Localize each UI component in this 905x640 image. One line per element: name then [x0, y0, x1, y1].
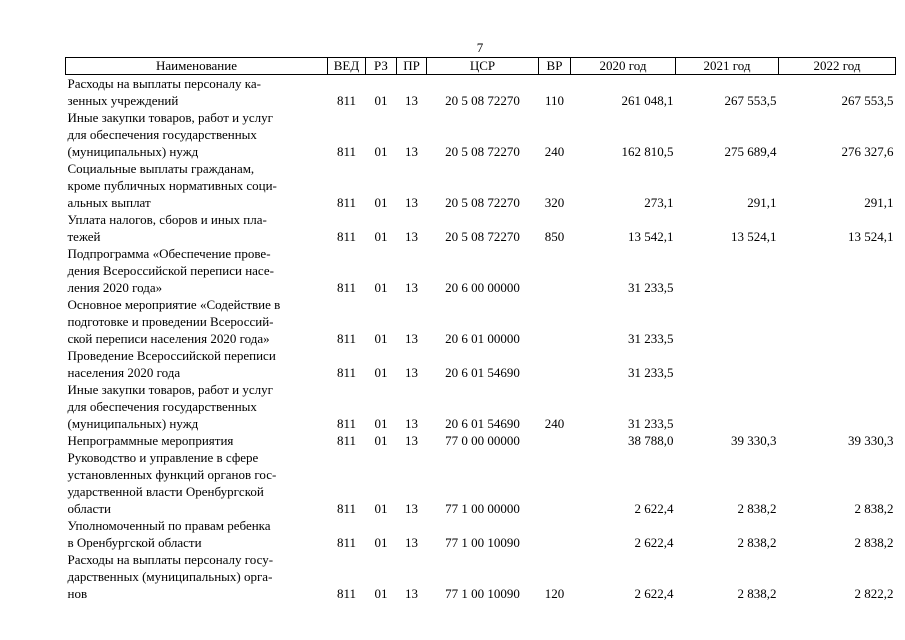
- name-line: кроме публичных нормативных соци-: [67, 178, 277, 193]
- table-body: [66, 75, 896, 603]
- cell-rz: 01: [374, 365, 388, 380]
- cell-pr: 13: [405, 433, 418, 448]
- cell-csr: 20 5 08 72270: [445, 195, 520, 210]
- cell-rz: 01: [374, 433, 388, 448]
- cell-2021: [676, 245, 779, 296]
- table-row: [66, 109, 896, 160]
- cell-ved: 811: [336, 433, 357, 448]
- name-line: Уплата налогов, сборов и иных пла-: [67, 212, 267, 227]
- table-row: [66, 517, 896, 551]
- cell-2022: 2 838,2: [854, 501, 894, 516]
- cell-pr: 13: [405, 280, 418, 295]
- cell-2020: 31 233,5: [628, 331, 674, 346]
- header-rz: РЗ: [366, 58, 397, 75]
- cell-2021: 2 838,2: [737, 501, 777, 516]
- cell-name: [66, 160, 328, 211]
- header-csr: ЦСР: [427, 58, 539, 75]
- cell-pr: 13: [405, 331, 418, 346]
- table-row: [66, 160, 896, 211]
- cell-name: [66, 449, 328, 517]
- name-line: для обеспечения государственных: [67, 399, 257, 414]
- cell-2021: 291,1: [747, 195, 777, 210]
- table-row: [66, 432, 896, 449]
- name-line: (муниципальных) нужд: [67, 144, 199, 159]
- cell-2020: 273,1: [644, 195, 674, 210]
- cell-vr: 120: [544, 586, 565, 601]
- cell-csr: 20 6 01 54690: [445, 365, 520, 380]
- cell-2021: 13 524,1: [731, 229, 777, 244]
- name-line: в Оренбургской области: [67, 535, 202, 550]
- cell-ved: 811: [336, 535, 357, 550]
- cell-name: [66, 381, 328, 432]
- header-2020: 2020 год: [571, 58, 676, 75]
- cell-vr: [539, 449, 571, 517]
- table-row: [66, 211, 896, 245]
- name-line: Иные закупки товаров, работ и услуг: [67, 110, 273, 125]
- cell-pr: 13: [405, 229, 418, 244]
- header-pr: ПР: [397, 58, 427, 75]
- cell-2022: 291,1: [864, 195, 894, 210]
- header-row: [66, 58, 896, 75]
- name-line: области: [67, 501, 111, 516]
- cell-2022: [779, 381, 896, 432]
- cell-2022: 13 524,1: [848, 229, 894, 244]
- cell-csr: 20 6 00 00000: [445, 280, 520, 295]
- cell-rz: 01: [374, 416, 388, 431]
- cell-ved: 811: [336, 331, 357, 346]
- cell-2021: [676, 381, 779, 432]
- cell-csr: 20 6 01 00000: [445, 331, 520, 346]
- table-row: [66, 551, 896, 602]
- budget-table: [65, 57, 896, 602]
- cell-vr: [539, 245, 571, 296]
- cell-2020: 2 622,4: [634, 501, 674, 516]
- cell-csr: 77 1 00 10090: [445, 535, 520, 550]
- name-line: дарственных (муниципальных) орга-: [67, 569, 273, 584]
- table-row: [66, 75, 896, 110]
- header-name: Наименование: [66, 58, 328, 75]
- cell-2022: 267 553,5: [841, 93, 894, 108]
- cell-2021: [676, 347, 779, 381]
- cell-rz: 01: [374, 535, 388, 550]
- name-line: тежей: [67, 229, 101, 244]
- cell-pr: 13: [405, 416, 418, 431]
- cell-ved: 811: [336, 280, 357, 295]
- cell-ved: 811: [336, 229, 357, 244]
- cell-ved: 811: [336, 93, 357, 108]
- cell-pr: 13: [405, 501, 418, 516]
- cell-2021: 39 330,3: [731, 433, 777, 448]
- table-row: [66, 296, 896, 347]
- cell-rz: 01: [374, 195, 388, 210]
- header-vr: ВР: [539, 58, 571, 75]
- cell-2020: 38 788,0: [628, 433, 674, 448]
- cell-vr: 240: [544, 416, 565, 431]
- page-number: 7: [476, 40, 484, 55]
- cell-vr: [539, 347, 571, 381]
- cell-2020: 2 622,4: [634, 586, 674, 601]
- header-ved: ВЕД: [328, 58, 366, 75]
- cell-name: [66, 211, 328, 245]
- name-line: ления 2020 года»: [67, 280, 163, 295]
- cell-ved: 811: [336, 365, 357, 380]
- cell-csr: 20 6 01 54690: [445, 416, 520, 431]
- name-line: Расходы на выплаты персоналу госу-: [67, 552, 274, 567]
- cell-2022: [779, 245, 896, 296]
- header-2022: 2022 год: [779, 58, 896, 75]
- cell-rz: 01: [374, 501, 388, 516]
- cell-name: [66, 75, 328, 110]
- name-line: Социальные выплаты гражданам,: [67, 161, 255, 176]
- cell-2020: 31 233,5: [628, 280, 674, 295]
- cell-vr: 850: [544, 229, 565, 244]
- cell-pr: 13: [405, 365, 418, 380]
- table-row: [66, 381, 896, 432]
- cell-2022: [779, 347, 896, 381]
- name-line: установленных функций органов гос-: [67, 467, 277, 482]
- name-line: Иные закупки товаров, работ и услуг: [67, 382, 273, 397]
- cell-rz: 01: [374, 93, 388, 108]
- cell-csr: 20 5 08 72270: [445, 144, 520, 159]
- name-line: Проведение Всероссийской переписи: [67, 348, 276, 363]
- cell-rz: 01: [374, 280, 388, 295]
- name-line: ударственной власти Оренбургской: [67, 484, 264, 499]
- cell-vr: [539, 517, 571, 551]
- cell-ved: 811: [336, 501, 357, 516]
- cell-name: [66, 347, 328, 381]
- cell-vr: [539, 296, 571, 347]
- cell-2022: 39 330,3: [848, 433, 894, 448]
- cell-2021: 2 838,2: [737, 535, 777, 550]
- cell-2022: 2 838,2: [854, 535, 894, 550]
- cell-ved: 811: [336, 416, 357, 431]
- cell-2021: 275 689,4: [724, 144, 777, 159]
- cell-2020: 261 048,1: [621, 93, 674, 108]
- cell-vr: [539, 432, 571, 449]
- cell-2020: 13 542,1: [628, 229, 674, 244]
- cell-vr: 240: [544, 144, 565, 159]
- cell-vr: 320: [544, 195, 565, 210]
- cell-pr: 13: [405, 93, 418, 108]
- cell-2021: 267 553,5: [724, 93, 777, 108]
- name-line: дения Всероссийской переписи насе-: [67, 263, 274, 278]
- cell-name: [66, 296, 328, 347]
- name-line: Уполномоченный по правам ребенка: [67, 518, 271, 533]
- header-2021: 2021 год: [676, 58, 779, 75]
- cell-name: [66, 517, 328, 551]
- cell-2022: 2 822,2: [854, 586, 894, 601]
- cell-pr: 13: [405, 535, 418, 550]
- table-row: [66, 245, 896, 296]
- name-line: ской переписи населения 2020 года»: [67, 331, 270, 346]
- cell-csr: 20 5 08 72270: [445, 93, 520, 108]
- cell-2021: [676, 296, 779, 347]
- cell-2022: [779, 296, 896, 347]
- cell-csr: 77 0 00 00000: [445, 433, 520, 448]
- cell-2021: 2 838,2: [737, 586, 777, 601]
- cell-2020: 162 810,5: [621, 144, 674, 159]
- cell-pr: 13: [405, 195, 418, 210]
- cell-name: [66, 245, 328, 296]
- name-line: нов: [67, 586, 88, 601]
- cell-ved: 811: [336, 144, 357, 159]
- table-row: [66, 347, 896, 381]
- name-line: Расходы на выплаты персоналу ка-: [67, 76, 262, 91]
- name-line: зенных учреждений: [67, 93, 179, 108]
- cell-vr: 110: [544, 93, 565, 108]
- table-row: [66, 449, 896, 517]
- cell-name: [66, 432, 328, 449]
- name-line: для обеспечения государственных: [67, 127, 257, 142]
- name-line: альных выплат: [67, 195, 151, 210]
- name-line: подготовке и проведении Всероссий-: [67, 314, 274, 329]
- cell-csr: 77 1 00 00000: [445, 501, 520, 516]
- cell-2020: 2 622,4: [634, 535, 674, 550]
- name-line: Основное мероприятие «Содействие в: [67, 297, 281, 312]
- cell-name: [66, 109, 328, 160]
- cell-csr: 77 1 00 10090: [445, 586, 520, 601]
- cell-2020: 31 233,5: [628, 416, 674, 431]
- cell-rz: 01: [374, 331, 388, 346]
- cell-csr: 20 5 08 72270: [445, 229, 520, 244]
- cell-2020: 31 233,5: [628, 365, 674, 380]
- name-line: (муниципальных) нужд: [67, 416, 199, 431]
- cell-rz: 01: [374, 229, 388, 244]
- cell-name: [66, 551, 328, 602]
- name-line: населения 2020 года: [67, 365, 181, 380]
- cell-ved: 811: [336, 586, 357, 601]
- name-line: Непрограммные мероприятия: [67, 433, 234, 448]
- name-line: Подпрограмма «Обеспечение прове-: [67, 246, 271, 261]
- cell-rz: 01: [374, 586, 388, 601]
- cell-pr: 13: [405, 144, 418, 159]
- cell-pr: 13: [405, 586, 418, 601]
- cell-2022: 276 327,6: [841, 144, 894, 159]
- cell-ved: 811: [336, 195, 357, 210]
- cell-rz: 01: [374, 144, 388, 159]
- name-line: Руководство и управление в сфере: [67, 450, 259, 465]
